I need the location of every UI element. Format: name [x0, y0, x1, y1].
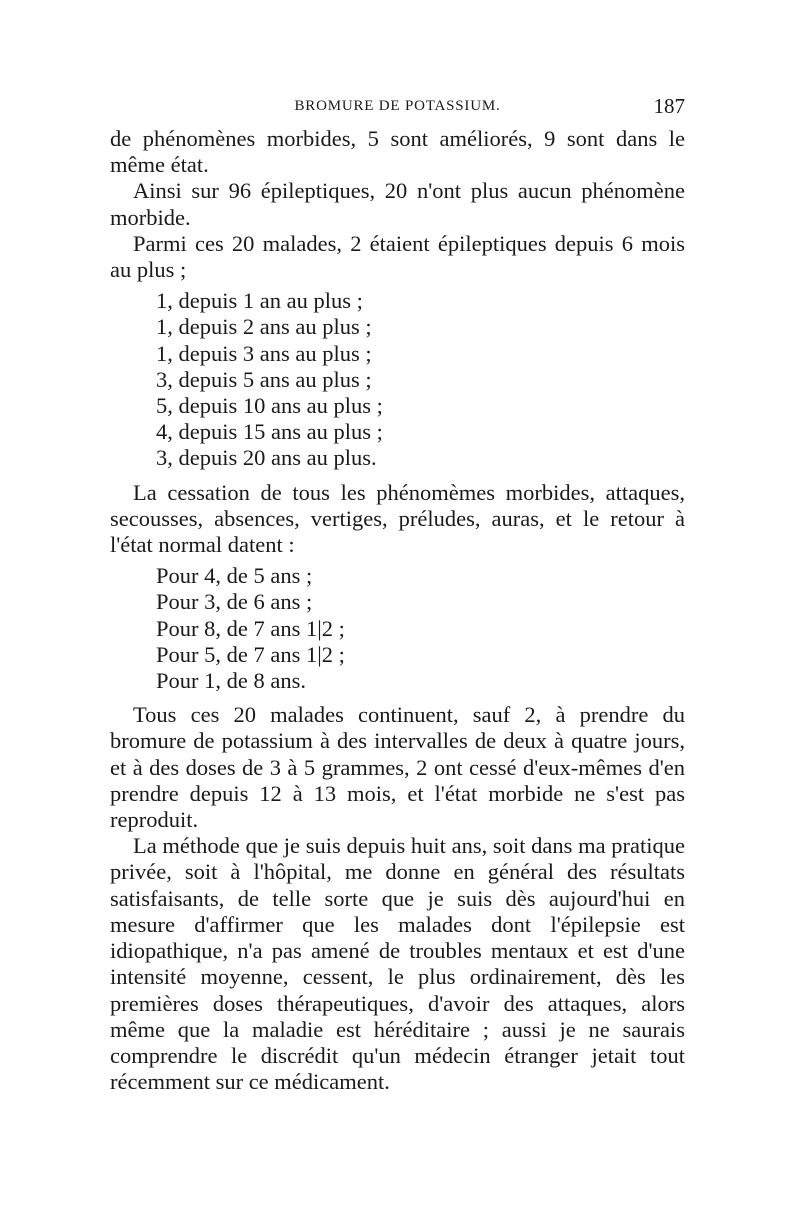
list-item: 3, depuis 20 ans au plus. — [156, 445, 377, 471]
paragraph-continuation: de phénomènes morbides, 5 sont améliorés, 9 sont dans le même état. — [110, 126, 685, 178]
list-item: 4, depuis 15 ans au plus ; — [156, 419, 383, 445]
paragraph-treatment: Tous ces 20 malades continuent, sauf 2, à prendre du bromure de potassium à des intervalles de deux à quatre jours, et à des doses de 3 à 5 grammes, 2 ont cessé d'eux-mêmes d'en prendre depuis 12 à 13 mois, et l'état morbide ne s'est pas reproduit. — [110, 702, 685, 833]
page-header — [110, 94, 685, 120]
list-item: 5, depuis 10 ans au plus ; — [156, 393, 383, 419]
page-number: 187 — [653, 94, 685, 118]
running-title: BROMURE DE POTASSIUM. — [294, 98, 501, 114]
list-item: Pour 1, de 8 ans. — [156, 668, 306, 694]
list-item: Pour 8, de 7 ans 1|2 ; — [156, 615, 345, 641]
list-item: 1, depuis 2 ans au plus ; — [156, 314, 372, 340]
duration-list — [110, 288, 685, 471]
cessation-list — [110, 563, 685, 694]
list-item: Pour 4, de 5 ans ; — [156, 563, 313, 589]
list-item: Pour 5, de 7 ans 1|2 ; — [156, 641, 345, 667]
list-item: 1, depuis 1 an au plus ; — [156, 288, 363, 314]
list-item: 3, depuis 5 ans au plus ; — [156, 366, 372, 392]
list-item: 1, depuis 3 ans au plus ; — [156, 340, 372, 366]
body-text — [110, 126, 685, 1095]
paragraph-duration-intro: Parmi ces 20 malades, 2 étaient épileptiques depuis 6 mois au plus ; — [110, 230, 685, 283]
paragraph-method: La méthode que je suis depuis huit ans, soit dans ma pratique privée, soit à l'hôpital, me donne en général des résultats satisfaisants, de telle sorte que je suis dès aujourd'hui en mesure d'affirmer que les malades dont l'épilepsie est idiopathique, n'a pas amené de troubles mentaux et est d'une intensité moyenne, cessent, le plus ordinairement, dès les premières doses thérapeutiques, d'avoir des attaques, alors même que la maladie est héréditaire ; aussi je ne saurais comprendre le discrédit qu'un médecin étranger jetait tout récemment sur ce médicament. — [110, 833, 685, 1095]
paragraph-cessation-intro: La cessation de tous les phénomèmes morbides, attaques, secousses, absences, vertiges, préludes, auras, et le retour à l'état normal datent : — [110, 479, 685, 558]
paragraph-summary: Ainsi sur 96 épileptiques, 20 n'ont plus aucun phénomène morbide. — [110, 178, 685, 230]
list-item: Pour 3, de 6 ans ; — [156, 589, 313, 615]
